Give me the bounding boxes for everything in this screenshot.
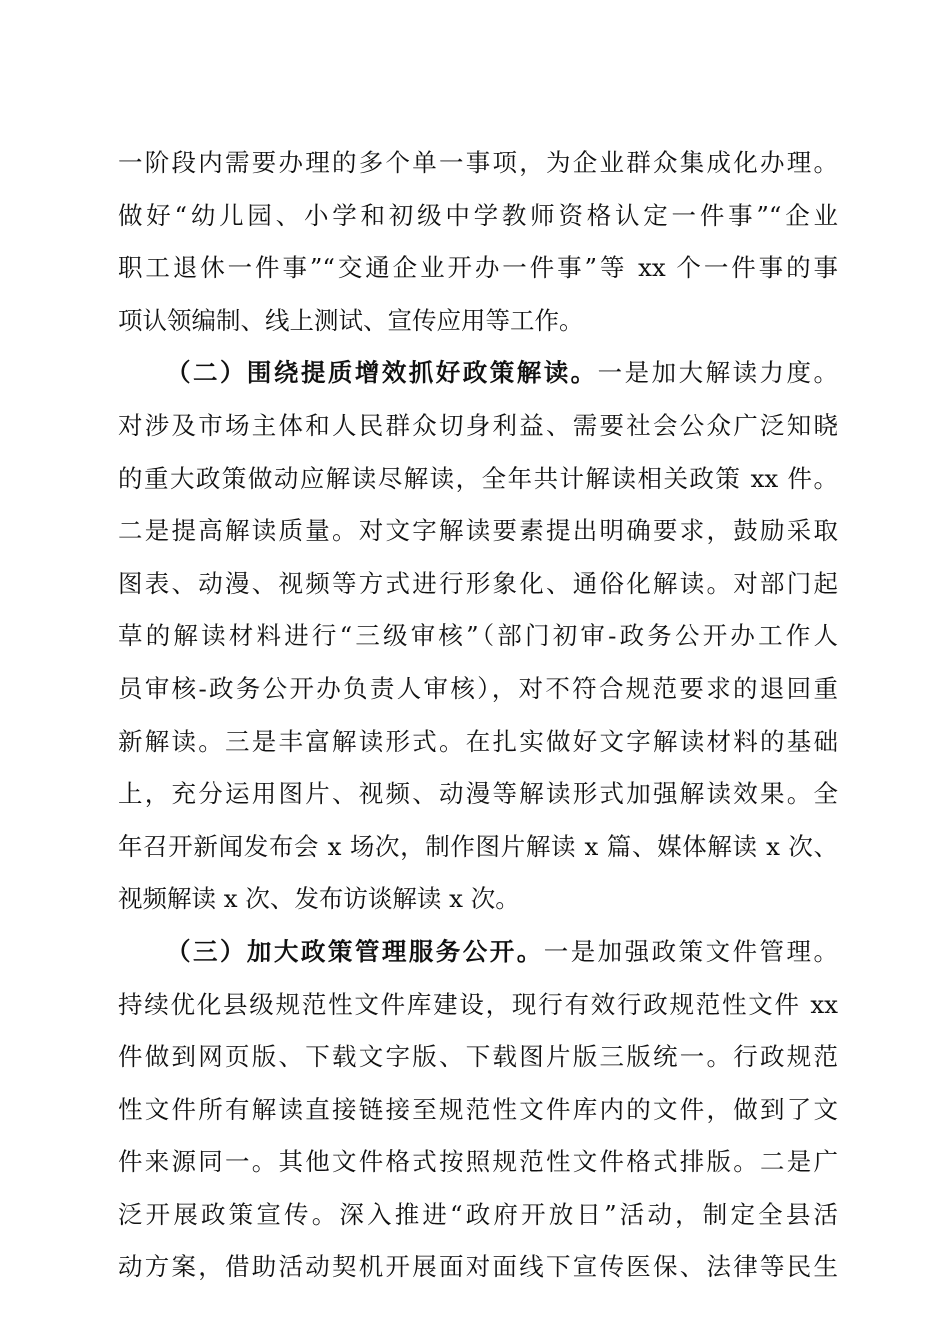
text-line: 新解读。三是丰富解读形式。在扎实做好文字解读材料的基础: [118, 726, 838, 756]
text-line: 泛开展政策宣传。深入推进“政府开放日”活动，制定全县活: [118, 1199, 838, 1229]
text-line: 二是提高解读质量。对文字解读要素提出明确要求，鼓励采取: [118, 516, 838, 546]
text-line: 上，充分运用图片、视频、动漫等解读形式加强解读效果。全: [118, 779, 838, 809]
paragraph-2: [118, 347, 838, 926]
text-line: 持续优化县级规范性文件库建设，现行有效行政规范性文件 xx: [118, 989, 838, 1019]
paragraph-3: [118, 926, 838, 1294]
text-line: 年召开新闻发布会 x 场次，制作图片解读 x 篇、媒体解读 x 次、: [118, 831, 838, 861]
text-line: 员审核-政务公开办负责人审核），对不符合规范要求的退回重: [118, 673, 838, 703]
text-line: 项认领编制、线上测试、宣传应用等工作。: [118, 305, 584, 335]
text-line: 视频解读 x 次、发布访谈解读 x 次。: [118, 884, 520, 914]
text-line: [118, 926, 838, 979]
text-line: 件做到网页版、下载文字版、下载图片版三版统一。行政规范: [118, 1042, 838, 1072]
text-line: 一阶段内需要办理的多个单一事项，为企业群众集成化办理。: [118, 148, 838, 177]
text-line: 做好“幼儿园、小学和初级中学教师资格认定一件事”“企业: [118, 200, 838, 230]
text-line: 性文件所有解读直接链接至规范性文件库内的文件，做到了文: [118, 1094, 838, 1124]
section-heading: （三）加大政策管理服务公开。: [166, 936, 544, 966]
text-line: 件来源同一。其他文件格式按照规范性文件格式排版。二是广: [118, 1147, 838, 1177]
text-line: 草的解读材料进行“三级审核”（部门初审-政务公开办工作人: [118, 621, 838, 651]
text-line: 对涉及市场主体和人民群众切身利益、需要社会公众广泛知晓: [118, 410, 838, 440]
text-line: 的重大政策做动应解读尽解读，全年共计解读相关政策 xx 件。: [118, 463, 838, 493]
text-line: 职工退休一件事”“交通企业开办一件事”等 xx 个一件事的事: [118, 253, 838, 283]
body-text: [118, 137, 838, 1294]
section-heading: （二）围绕提质增效抓好政策解读。: [166, 358, 598, 388]
text-run: 一是加强政策文件管理。: [543, 936, 838, 966]
text-line: [118, 347, 838, 400]
text-line: 动方案，借助活动契机开展面对面线下宣传医保、法律等民生: [118, 1252, 838, 1282]
text-run: 一是加大解读力度。: [597, 358, 838, 388]
paragraph-1: [118, 137, 838, 347]
text-line: 图表、动漫、视频等方式进行形象化、通俗化解读。对部门起: [118, 568, 838, 598]
